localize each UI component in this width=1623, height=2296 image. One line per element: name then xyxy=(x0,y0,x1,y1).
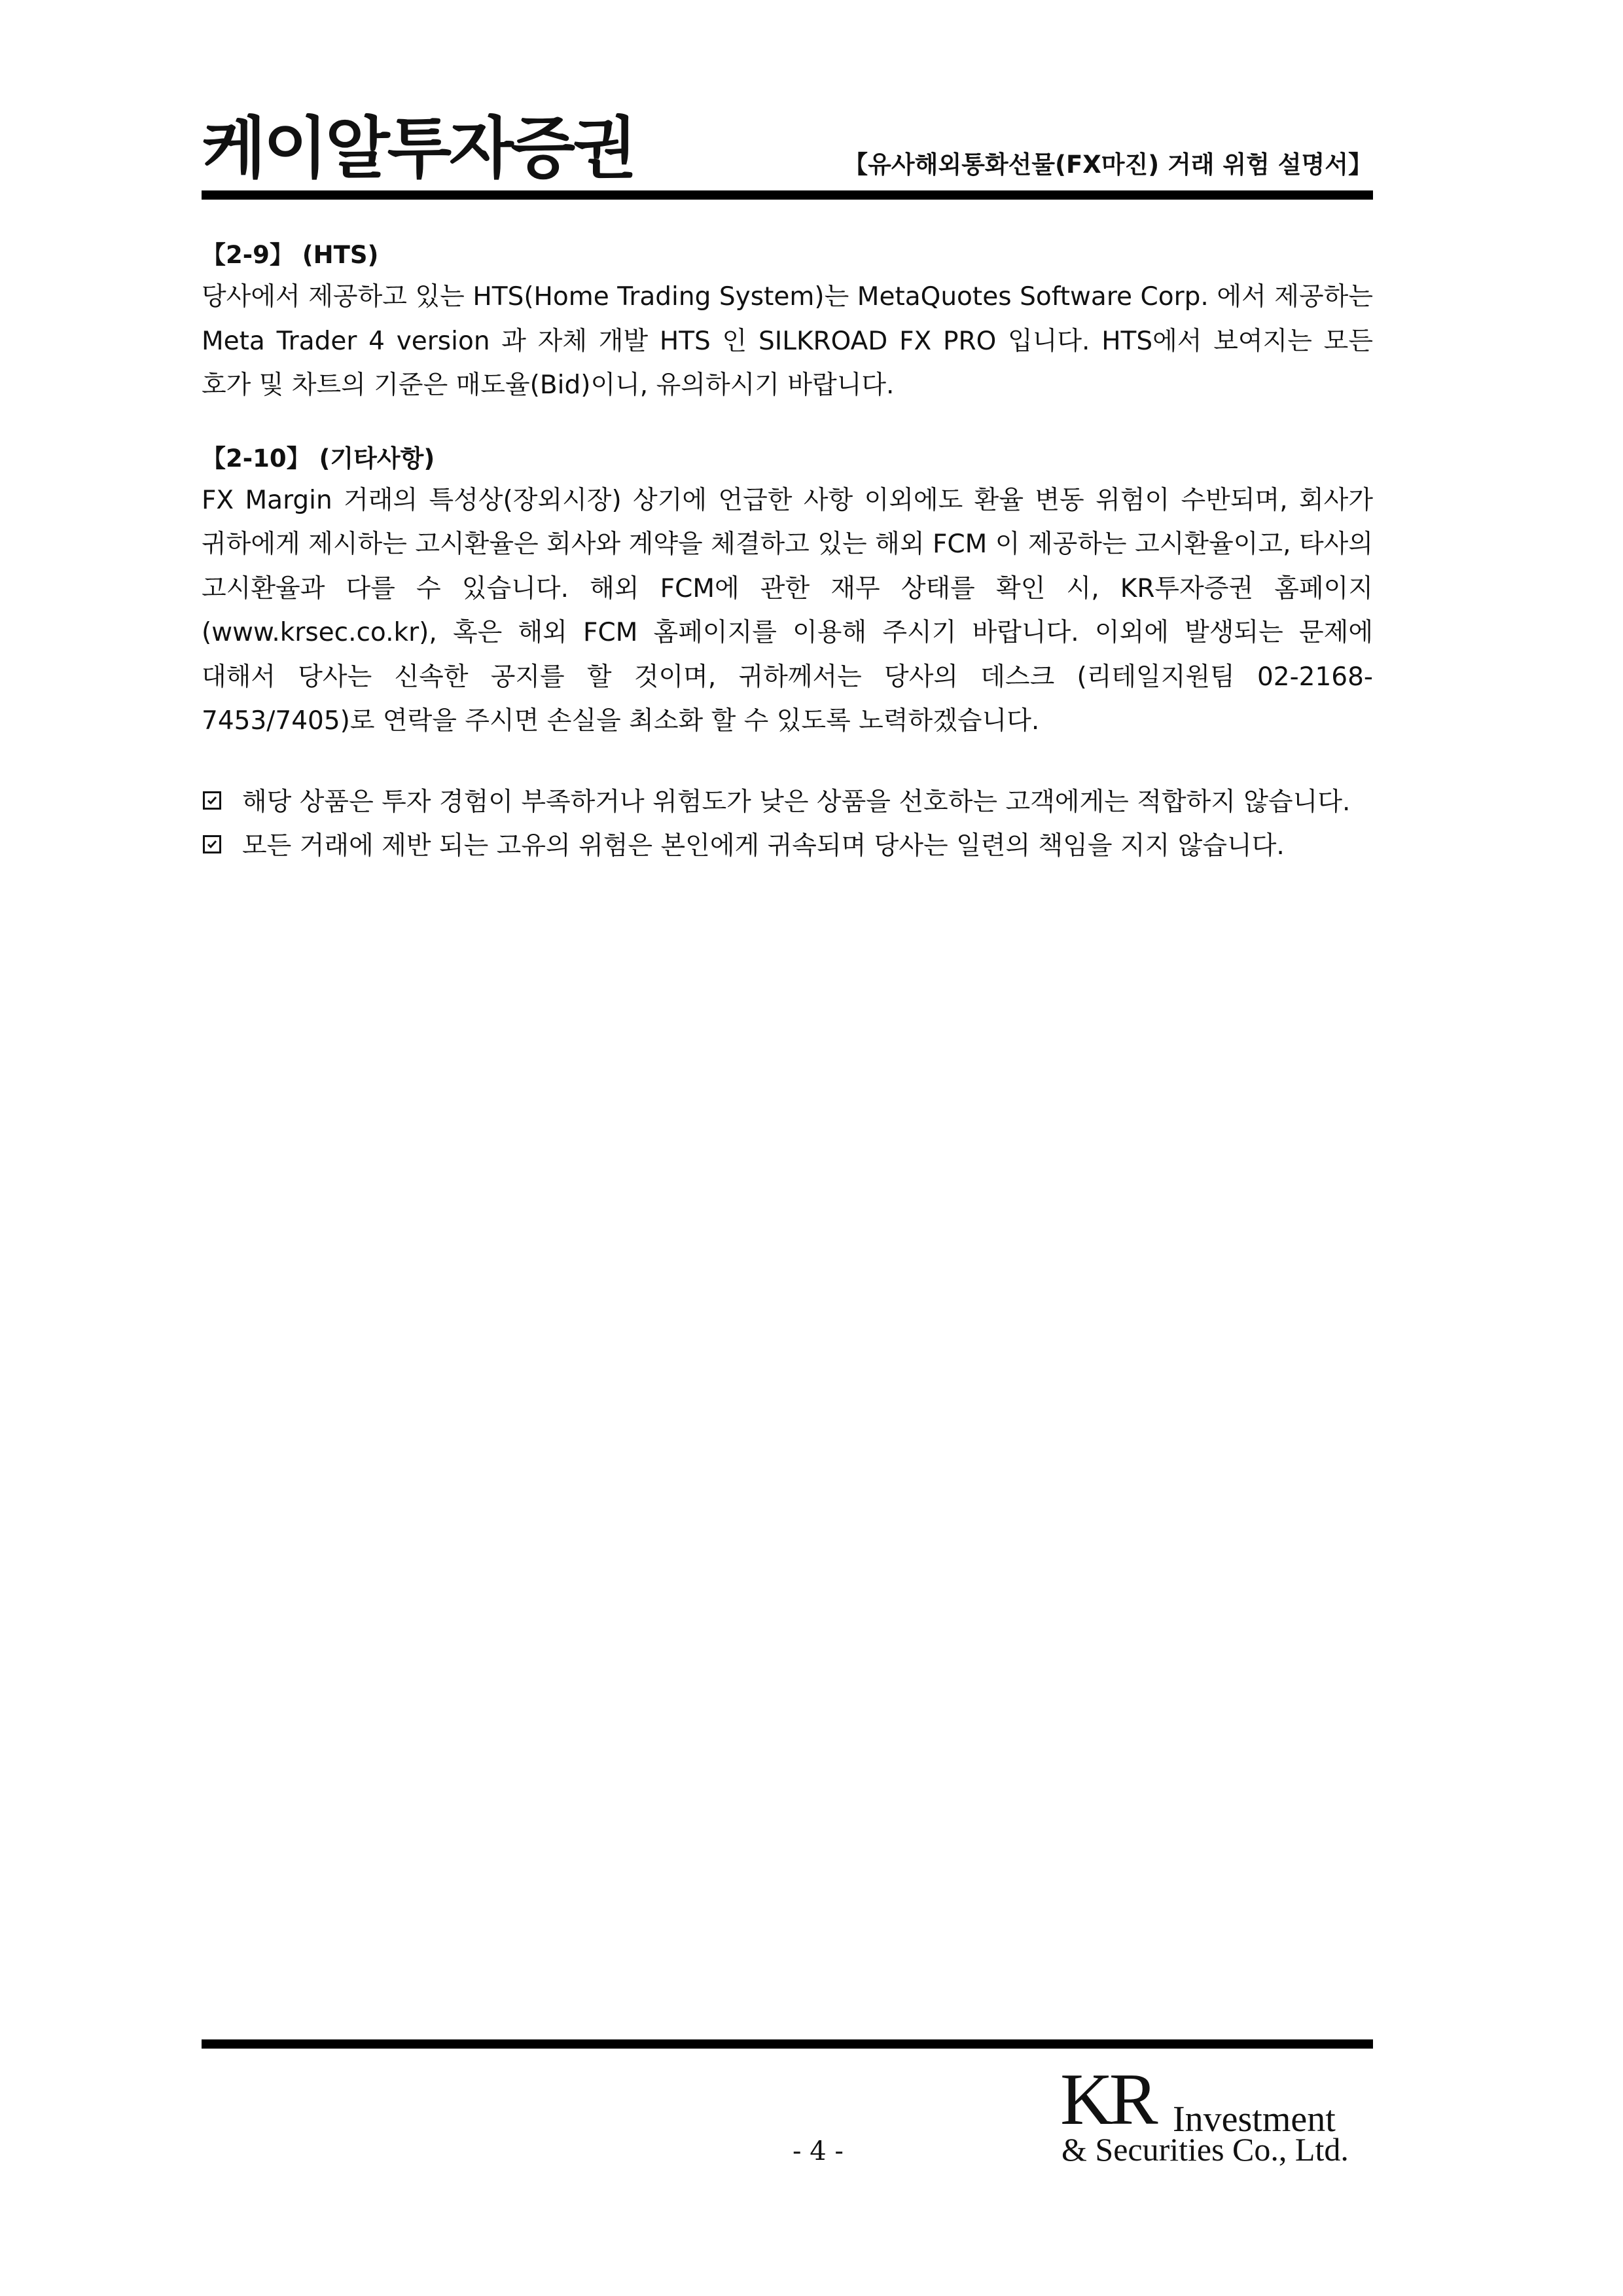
document-title: 【유사해외통화선물(FX마진) 거래 위험 설명서】 xyxy=(844,151,1372,179)
footer-company-logo xyxy=(1060,2059,1374,2168)
document-body xyxy=(202,236,1373,879)
page-number: - 4 - xyxy=(793,2136,844,2166)
section-heading: 【2-10】 (기타사항) xyxy=(202,444,435,473)
company-logo: 케이알투자증권 xyxy=(202,110,635,188)
section-heading: 【2-9】 (HTS) xyxy=(202,241,379,269)
section-paragraph: 당사에서 제공하고 있는 HTS(Home Trading System)는 MetaQuotes Software Corp. 에서 제공하는 Meta Trader 4 version 과 자체 개발 HTS 인 SILKROAD FX PRO 입니다. HTS에서 보여지는 모든 호가 및 차트의 기준은 매도율(Bid)이니, 유의하시기 바랍니다. xyxy=(202,282,1373,400)
footer-logo-investment: Investment xyxy=(1173,2099,1336,2140)
header-divider xyxy=(202,190,1373,200)
checkbox-checked-icon xyxy=(203,835,221,853)
notice-text: 모든 거래에 제반 되는 고유의 위험은 본인에게 귀속되며 당사는 일련의 책임을 지지 않습니다. xyxy=(242,831,1285,861)
footer-logo-securities: & Securities Co., Ltd. xyxy=(1061,2131,1349,2168)
notice-text: 해당 상품은 투자 경험이 부족하거나 위험도가 낮은 상품을 선호하는 고객에게는 적합하지 않습니다. xyxy=(242,787,1351,817)
notice-list xyxy=(202,780,1373,869)
footer-divider xyxy=(202,2039,1373,2049)
notice-item xyxy=(202,780,1373,825)
footer-logo-kr: KR xyxy=(1060,2059,1154,2140)
notice-item xyxy=(202,824,1373,869)
checkbox-checked-icon xyxy=(203,791,221,810)
section-hts xyxy=(202,236,1373,408)
section-paragraph: FX Margin 거래의 특성상(장외시장) 상기에 언급한 사항 이외에도 환율 변동 위험이 수반되며, 회사가 귀하에게 제시하는 고시환율은 회사와 계약을 체결하고 있는 해외 FCM 이 제공하는 고시환율이고, 타사의 고시환율과 다를 수 있습니다. 해외 FCM에 관한 재무 상태를 확인 시, KR투자증권 홈페이지(www.krsec.co.kr), 혹은 해외 FCM 홈페이지를 이용해 주시기 바랍니다. 이외에 발생되는 문제에 대해서 당사는 신속한 공지를 할 것이며, 귀하께서는 당사의 데스크 (리테일지원팀 02-2168-7453/7405)로 연락을 주시면 손실을 최소화 할 수 있도록 노력하겠습니다. xyxy=(202,485,1373,736)
section-misc xyxy=(202,439,1373,744)
